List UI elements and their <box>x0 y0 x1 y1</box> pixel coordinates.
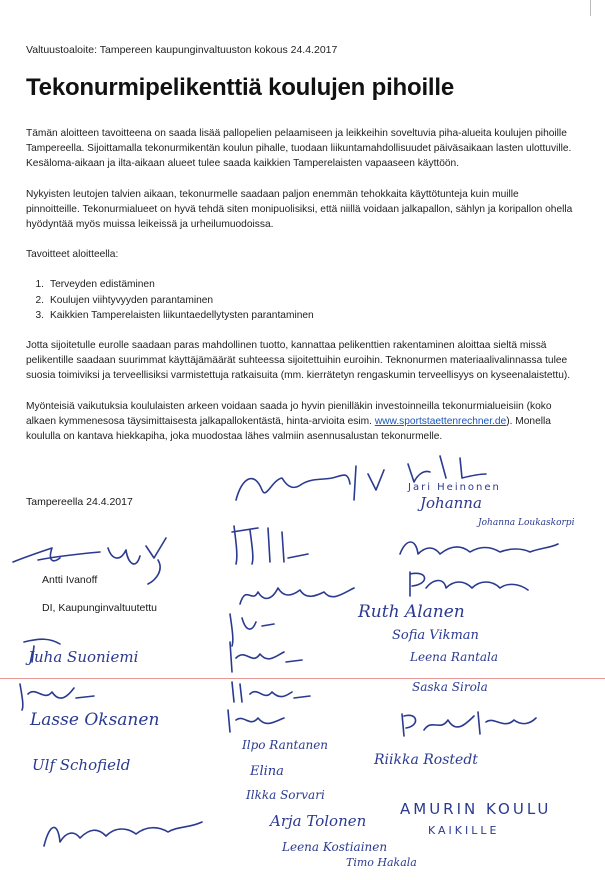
goal-number: 3. <box>35 309 44 321</box>
goal-item <box>26 308 574 323</box>
signature-lasse-oksanen: Lasse Oksanen <box>30 710 160 730</box>
signature-center-7 <box>222 706 302 736</box>
signature-leena-kostiainen: Leena Kostiainen <box>282 840 388 854</box>
signature-riikka-rostedt: Riikka Rostedt <box>374 752 478 768</box>
paragraph-4 <box>26 399 574 445</box>
signature-jari-heinonen-text: Jari Heinonen <box>408 482 501 493</box>
goal-text: Terveyden edistäminen <box>50 279 155 291</box>
signature-leena-rantala: Leena Rantala <box>410 650 499 664</box>
signature-antti-ivanoff <box>8 530 188 590</box>
signature-left-6 <box>14 676 104 712</box>
document-body <box>26 126 574 459</box>
signature-juha-suoniemi: Juha Suoniemi <box>28 648 139 666</box>
signature-ilpo-rantanen: Ilpo Rantanen <box>242 738 329 752</box>
goals-title: Tavoitteet aloitteella: <box>26 249 119 261</box>
document-title: Tekonurmipelikenttiä koulujen pihoille <box>26 74 455 101</box>
signer-title: DI, Kaupunginvaltuutettu <box>42 602 157 614</box>
signature-right-2 <box>390 532 570 568</box>
signature-arja-tolonen: Arja Tolonen <box>270 812 367 830</box>
signature-ilkka-sorvari: Ilkka Sorvari <box>246 788 325 802</box>
document-header: Valtuustoaloite: Tampereen kaupunginvaltuuston kokous 24.4.2017 <box>26 44 338 56</box>
paragraph-3: Jotta sijoitetulle eurolle saadaan paras mahdollinen tuotto, kannattaa pelikenttien rakentaminen aloittaa sieltä missä pelikentille saadaan suurimmat käyttäjämäärät suhteessa sijoitettuihin euroihin. Teknonurmen materiaalivalinnassa tulee suosia toimiviksi ja terveellisiksi varmistettuja ratkaisuita (mm. kierrätetyn rengaskumin terveellisyys on kyseenalaistettu). <box>26 340 571 382</box>
signer-name: Antti Ivanoff <box>42 574 98 586</box>
signature-right-7 <box>394 706 544 742</box>
signature-ruth-alanen: Ruth Alanen <box>358 602 465 622</box>
paragraph-1: Tämän aloitteen tavoitteena on saada lisää pallopelien pelaamiseen ja leikkeihin soveltuvia piha-alueita koulujen pihoille Tampereella. Sijoittamalla tekonurmikentän koulun pihalle, tuodaan liikuntamahdollisuudet päiväsaikaan lasten ulottuville. Kesäloma-aikaan ja ilta-aikaan alueet tulee saada kaikkien Tamperelaisten vapaaseen käyttöön. <box>26 128 572 170</box>
paragraph-4-end: ). Monella koululla on kantava hiekkapiha, joka muodostaa lähes valmiin asennusalustan tekonurmelle. <box>26 415 551 443</box>
signature-center-2 <box>228 518 318 568</box>
signature-center-6 <box>224 678 314 708</box>
goal-number: 2. <box>35 294 44 306</box>
signature-timo-hakala: Timo Hakala <box>346 856 417 869</box>
goal-item <box>26 293 574 308</box>
sportstaettenrechner-link[interactable]: www.sportstaettenrechner.de <box>374 415 507 427</box>
goal-number: 1. <box>35 279 44 291</box>
paragraph-2: Nykyisten leutojen talvien aikaan, tekonurmelle saadaan paljon enemmän tehokkaita käyttötunteja kuin muille pinnoitteille. Tekonurmialueet on hyvä tehdä siten monipuolisiksi, että niillä voidaan jalkapallon, sählyn ja koripallon ohella hyödyntää myös muissa leikeissä ja urheilumuodoissa. <box>26 188 573 231</box>
signature-kaikille: KAIKILLE <box>428 824 500 837</box>
paragraph-4-start: Myönteisiä vaikutuksia koululaisten arkeen voidaan saada jo hyvin pienilläkin investoinneilla tekonurmialueisiin (koko alkaen kymmenesosa täysimittaisesta jalkapallokentästä, hinta-arvioita esim. <box>26 400 552 427</box>
signature-sofia-vikman: Sofia Vikman <box>392 628 479 643</box>
signature-bottom-left <box>36 812 226 856</box>
signature-amurin-koulu: AMURIN KOULU <box>400 800 552 818</box>
signature-saska-sirola: Saska Sirola <box>412 680 488 694</box>
closing-date-line: Tampereella 24.4.2017 <box>26 496 133 508</box>
goals-list <box>26 277 574 323</box>
goal-item <box>26 277 574 292</box>
signature-johanna: Johanna <box>420 494 482 512</box>
signature-top-center <box>232 460 402 510</box>
scan-edge-mark <box>590 0 591 16</box>
goal-text: Kaikkien Tamperelaisten liikuntaedellytysten parantaminen <box>50 309 314 321</box>
goal-text: Koulujen viihtyvyyden parantaminen <box>50 294 214 306</box>
signature-johanna-loukaskorpi: Johanna Loukaskorpi <box>478 518 575 528</box>
signature-center-5 <box>222 636 312 676</box>
signature-ulf-schofield: Ulf Schofield <box>32 756 131 774</box>
signature-right-3 <box>404 566 554 602</box>
signature-elina: Elina <box>250 764 284 779</box>
